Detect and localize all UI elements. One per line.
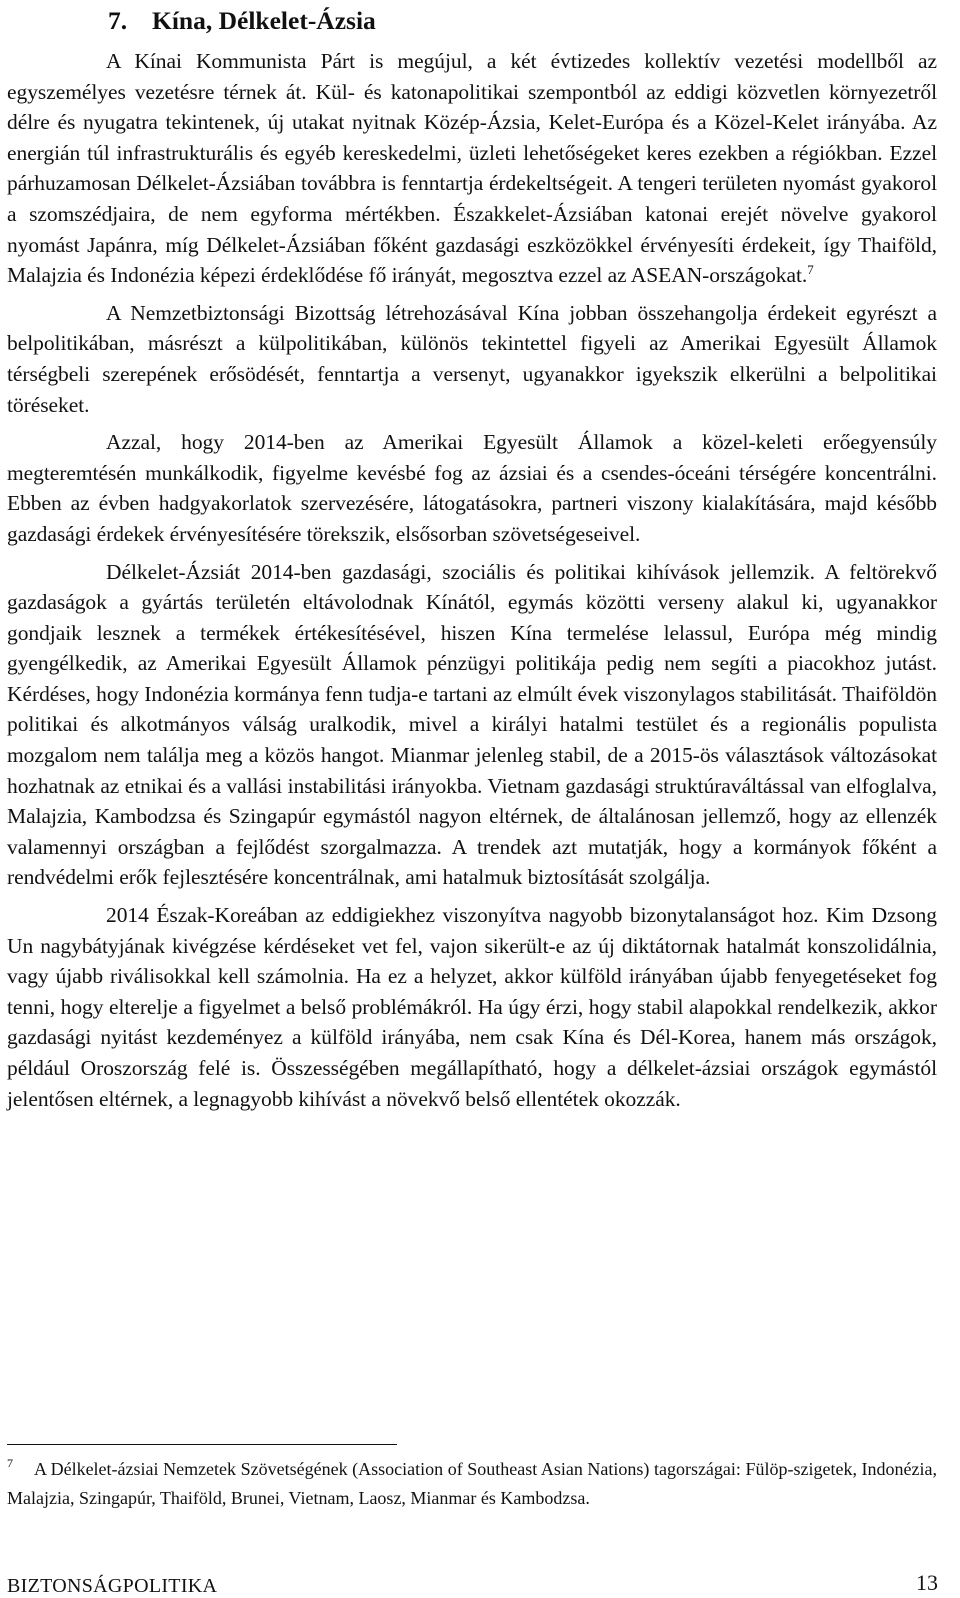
paragraph-4-text: Délkelet-Ázsiát 2014-ben gazdasági, szociális és politikai kihívások jellemzik. A feltörekvő gazdaságok a gyártás területén eltávolodnak Kínától, egymás közötti verseny alakul ki, ugyanakkor gondjaik lesznek a termékek értékesítésével, hiszen Kína termelése lelassul, Európa még mindig gyengélkedik, az Amerikai Egyesült Államok pénzügyi politikája pedig nem segíti a piacokhoz jutást. Kérdéses, hogy Indonézia kormánya fenn tudja-e tartani az elmúlt évek viszonylagos stabilitását. Thaiföldön politikai és alkotmányos válság uralkodik, mivel a királyi hatalmi testület és a regionális populista mozgalom nem találja meg a közös hangot. Mianmar jelenleg stabil, de a 2015-ös választások változásokat hozhatnak az etnikai és a vallási instabilitási irányokba. Vietnam gazdasági struktúraváltással van elfoglalva, Malajzia, Kambodzsa és Szingapúr egymástól nagyon eltérnek, de általánosan jellemző, hogy az ellenzék valamennyi országban a fejlődést szorgalmazza. A trendek azt mutatják, hogy a kormányok főként a rendvédelmi erők fejlesztésére koncentrálnak, ami hatalmuk biztosítását szolgálja. <box>7 559 937 890</box>
paragraph-5 <box>7 900 937 1114</box>
footnote-text: A Délkelet-ázsiai Nemzetek Szövetségének (Association of Southeast Asian Nations) tagországai: Fülöp-szigetek, Indonézia, Malajzia, Szingapúr, Thaiföld, Brunei, Vietnam, Laosz, Mianmar és Kambodzsa. <box>7 1459 937 1508</box>
paragraph-3 <box>7 427 937 549</box>
footnote <box>7 1455 937 1513</box>
paragraph-2 <box>7 298 937 420</box>
section-number: 7. <box>108 6 128 35</box>
body-text <box>7 46 937 1114</box>
running-footer-label: BIZTONSÁGPOLITIKA <box>7 1575 218 1597</box>
footnote-number: 7 <box>7 1456 13 1470</box>
paragraph-5-text: 2014 Észak-Koreában az eddigiekhez viszonyítva nagyobb bizonytalanságot hoz. Kim Dzsong Un nagybátyjának kivégzése kérdéseket vet fel, vajon sikerült-e az új diktátornak hatalmát konszolidálnia, vagy újabb riválisokkal kell számolnia. Ha ez a helyzet, akkor külföld irányában újabb fenyegetéseket fog tenni, hogy elterelje a figyelmet a belső problémákról. Ha úgy érzi, hogy stabil alapokkal rendelkezik, akkor gazdasági nyitást kezdeményez a külföld irányába, nem csak Kína és Dél-Korea, hanem más országok, például Oroszország felé is. Összességében megállapítható, hogy a délkelet-ázsiai országok egymástól jelentősen eltérnek, a legnagyobb kihívást a növekvő belső ellentétek okozzák. <box>7 903 937 1111</box>
section-heading <box>108 6 376 36</box>
footnote-divider <box>7 1444 397 1445</box>
paragraph-3-text: Azzal, hogy 2014-ben az Amerikai Egyesült Államok a közel-keleti erőegyensúly megteremtésén munkálkodik, figyelme kevésbé fog az ázsiai és a csendes-óceáni térségére koncentrálni. Ebben az évben hadgyakorlatok szervezésére, látogatásokra, partneri viszony kialakítására, majd később gazdasági érdekek érvényesítésére törekszik, elsősorban szövetségeseivel. <box>7 430 937 546</box>
paragraph-4 <box>7 557 937 894</box>
paragraph-2-text: A Nemzetbiztonsági Bizottság létrehozásával Kína jobban összehangolja érdekeit egyrészt a belpolitikában, másrészt a külpolitikában, különös tekintettel figyeli az Amerikai Egyesült Államok térségbeli szerepének erősödését, fenntartja a versenyt, ugyanakkor igyekszik elkerülni a belpolitikai töréseket. <box>7 300 937 417</box>
footnote-reference[interactable]: 7 <box>807 262 814 277</box>
paragraph-1-text: A Kínai Kommunista Párt is megújul, a két évtizedes kollektív vezetési modellből az egyszemélyes vezetésre térnek át. Kül- és katonapolitikai szempontból az eddigi közvetlen környezetről délre és nyugatra tekintenek, új utakat nyitnak Közép-Ázsia, Kelet-Európa és a Közel-Kelet irányába. Az energián túl infrastrukturális és egyéb kereskedelmi, üzleti lehetőségeket keres ezekben a régiókban. Ezzel párhuzamosan Délkelet-Ázsiában továbbra is fenntartja érdekeltségeit. A tengeri területen nyomást gyakorol a szomszédjaira, de nem egyforma mértékben. Északkelet-Ázsiában katonai erejét növelve gyakorol nyomást Japánra, míg Délkelet-Ázsiában főként gazdasági eszközökkel érvényesíti érdekeit, így Thaiföld, Malajzia és Indonézia képezi érdeklődése fő irányát, megosztva ezzel az ASEAN-országokat. <box>7 49 937 288</box>
paragraph-1 <box>7 46 937 291</box>
page-number: 13 <box>916 1570 938 1595</box>
section-title: Kína, Délkelet-Ázsia <box>152 6 376 35</box>
